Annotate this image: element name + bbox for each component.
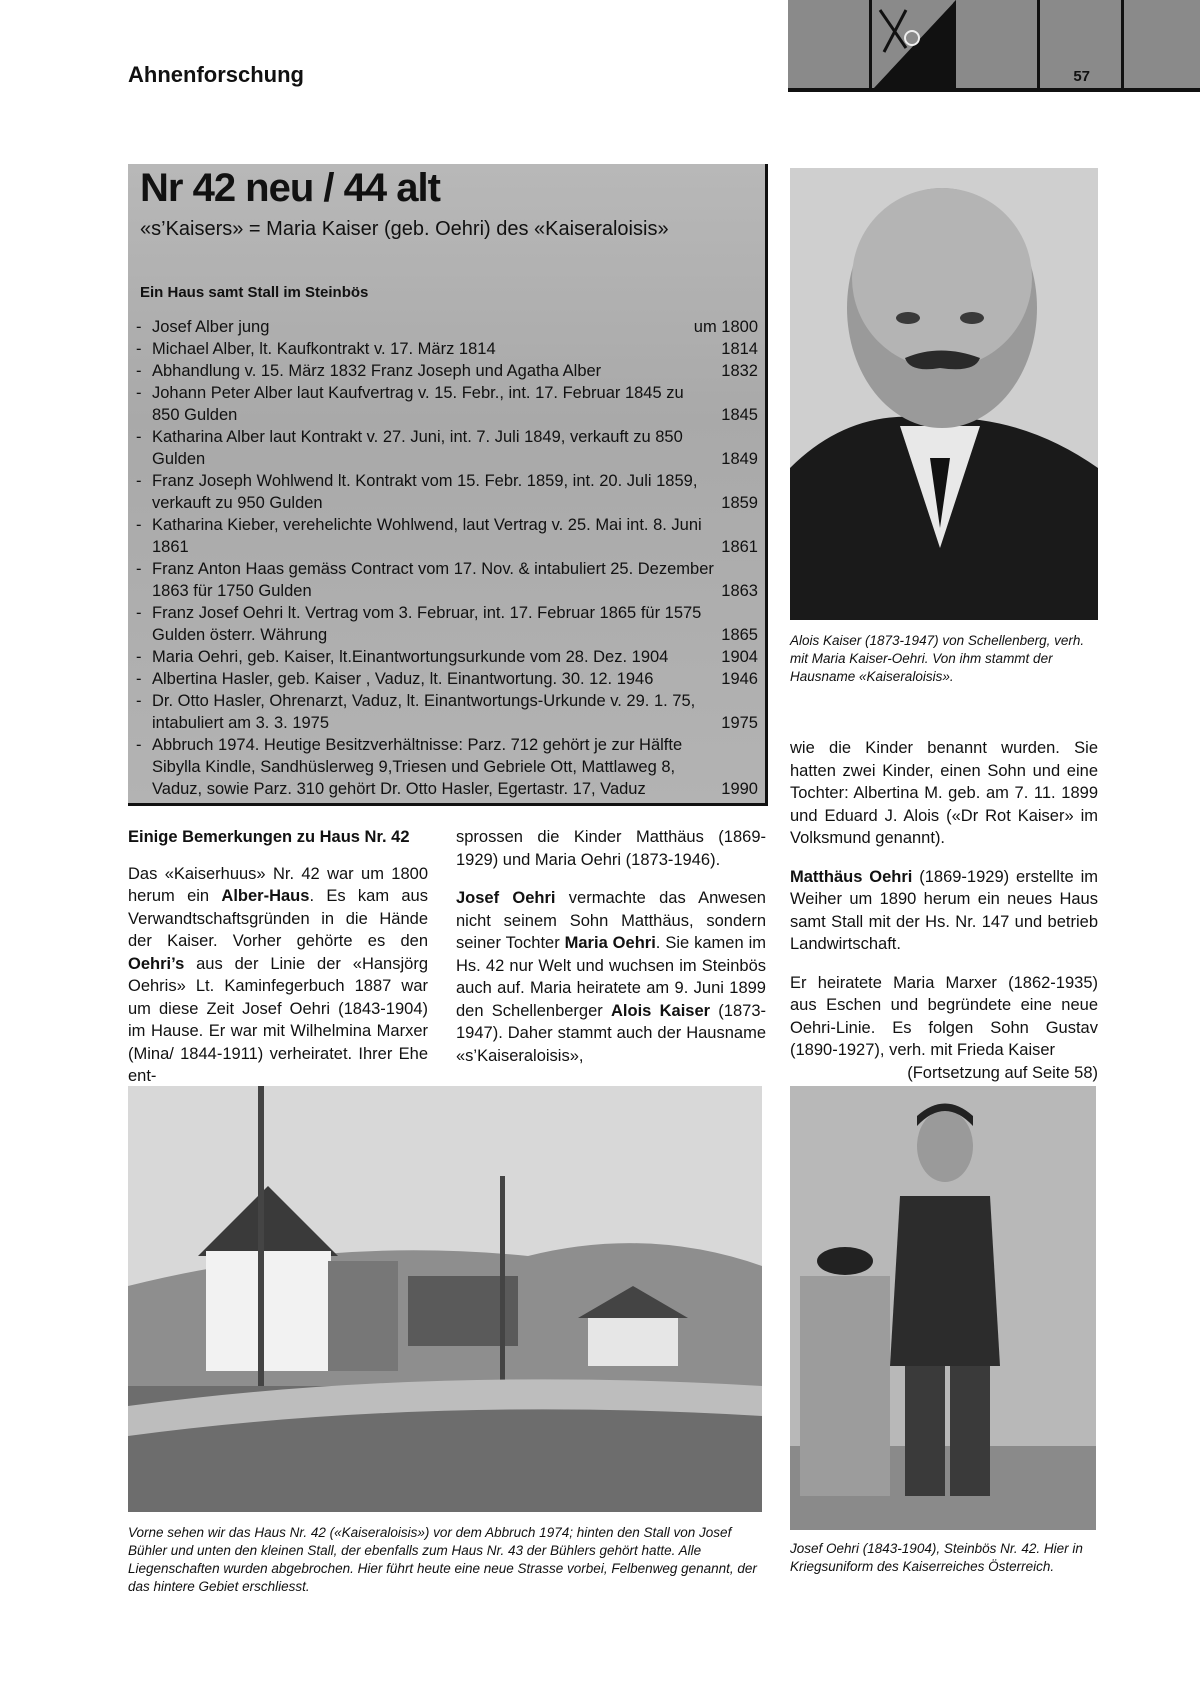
house-photo — [128, 1086, 762, 1512]
paragraph — [128, 863, 428, 1088]
entry-year: 1832 — [721, 362, 758, 380]
entry-text: Franz Joseph Wohlwend lt. Kontrakt vom 15. Febr. 1859, int. 20. Juli 1859, verkauft zu 950 Gulden — [152, 472, 698, 512]
entry-text: Abhandlung v. 15. März 1832 Franz Joseph und Agatha Alber — [152, 362, 602, 380]
entry-year: um 1800 — [693, 318, 758, 336]
box-heading: Ein Haus samt Stall im Steinbös — [140, 284, 369, 301]
text-run-bold: Matthäus Oehri — [790, 867, 913, 886]
entry-text: Albertina Hasler, geb. Kaiser , Vaduz, lt. Einantwortung. 30. 12. 1946 — [152, 670, 654, 688]
entry-text: Maria Oehri, geb. Kaiser, lt.Einantwortungsurkunde vom 28. Dez. 1904 — [152, 648, 669, 666]
list-item: - Michael Alber, lt. Kaufkontrakt v. 17. März 1814 1814 — [136, 340, 758, 358]
text-run: . Sie kamen im Hs. 42 nur Welt und wuchsen im Steinbös auch auf. Maria heiratete am 9. Juni 1899 den Schellenberger — [456, 934, 766, 1020]
entry-text: Dr. Otto Hasler, Ohrenarzt, Vaduz, lt. Einantwortungs-Urkunde v. 29. 1. 75, intabuliert am 3. 3. 1975 — [152, 692, 696, 732]
list-item: - Abhandlung v. 15. März 1832 Franz Joseph und Agatha Alber 1832 — [136, 362, 758, 380]
entry-year: 1946 — [721, 670, 758, 688]
article-column-1 — [128, 826, 428, 1104]
list-item: - Johann Peter Alber laut Kaufvertrag v. 15. Febr., int. 17. Februar 1845 zu 850 Gulden 1845 — [136, 384, 758, 424]
paragraph: Er heiratete Maria Marxer (1862-1935) aus Eschen und begründete eine neue Oehri-Linie. Es folgen Sohn Gustav (1890-1927), verh. mit Frieda Kaiser — [790, 973, 1098, 1059]
paragraph: wie die Kinder benannt wurden. Sie hatten zwei Kinder, einen Sohn und eine Tochter: Albertina M. geb. am 7. 11. 1899 und Eduard J. Alois («Dr Rot Kaiser» im Volksmund genannt). — [790, 739, 1098, 847]
portrait-josef-oehri — [790, 1086, 1096, 1530]
entry-text: Michael Alber, lt. Kaufkontrakt v. 17. März 1814 — [152, 340, 496, 358]
caption-alois-kaiser: Alois Kaiser (1873-1947) von Schellenberg, verh. mit Maria Kaiser-Oehri. Von ihm stammt der Hausname «Kaiseraloisis». — [790, 633, 1085, 684]
article-column-2 — [456, 826, 766, 1083]
list-item: - Dr. Otto Hasler, Ohrenarzt, Vaduz, lt. Einantwortungs-Urkunde v. 29. 1. 75, intabuliert am 3. 3. 1975 1975 — [136, 692, 758, 732]
header-cell — [956, 0, 1040, 90]
list-item: - Abbruch 1974. Heutige Besitzverhältnisse: Parz. 712 gehört je zur Hälfte Sibylla Kindle, Sandhüslerweg 9,Triesen und Gebriele Ott, Mattlaweg 8, Vaduz, sowie Parz. 310 gehört Dr. Otto Hasler, Egertastr. 17, Vaduz 1990 — [136, 736, 758, 798]
entry-year: 1975 — [721, 714, 758, 732]
house-title: Nr 42 neu / 44 alt — [140, 166, 440, 210]
list-item: - Katharina Kieber, verehelichte Wohlwend, laut Vertrag v. 25. Mai int. 8. Juni 1861 1861 — [136, 516, 758, 556]
entry-year: 1845 — [721, 406, 758, 424]
crest-icon — [872, 0, 956, 90]
list-item: - Josef Alber jung um 1800 — [136, 318, 758, 336]
text-run: (1873-1947). Daher stammt auch der Hausname «s’Kaiseraloisis», — [456, 1001, 767, 1065]
section-title: Ahnenforschung — [128, 62, 304, 87]
entry-text: Abbruch 1974. Heutige Besitzverhältnisse: Parz. 712 gehört je zur Hälfte Sibylla Kindle, Sandhüslerweg 9,Triesen und Gebriele Ott, Mattlaweg 8, Vaduz, sowie Parz. 310 gehört Dr. Otto Hasler, Egertastr. 17, Vaduz — [152, 736, 683, 798]
text-run: Das «Kaiserhuus» Nr. 42 war um 1800 herum ein — [128, 864, 428, 905]
entry-year: 1904 — [721, 648, 758, 666]
text-run-bold: Josef Oehri — [456, 889, 556, 907]
entry-year: 1861 — [721, 538, 758, 556]
continued-note: (Fortsetzung auf Seite 58) — [907, 1063, 1098, 1082]
text-run-bold: Maria Oehri — [564, 934, 656, 952]
paragraph — [456, 887, 766, 1067]
text-run-bold: Oehri’s — [128, 954, 185, 973]
list-item: - Franz Joseph Wohlwend lt. Kontrakt vom 15. Febr. 1859, int. 20. Juli 1859, verkauft zu 950 Gulden 1859 — [136, 472, 758, 512]
entry-year: 1863 — [721, 582, 758, 600]
article-column-3 — [790, 737, 1098, 1084]
text-run-bold: Alber-Haus — [221, 887, 310, 905]
paragraph: sprossen die Kinder Matthäus (1869-1929) und Maria Oehri (1873-1946). — [456, 828, 766, 869]
entry-text: Franz Anton Haas gemäss Contract vom 17. Nov. & intabuliert 25. Dezember 1863 für 1750 Gulden — [152, 560, 714, 600]
list-item: - Katharina Alber laut Kontrakt v. 27. Juni, int. 7. Juli 1849, verkauft zu 850 Gulden 1849 — [136, 428, 758, 468]
house-subtitle: «s’Kaisers» = Maria Kaiser (geb. Oehri) des «Kaiseraloisis» — [140, 218, 669, 240]
entry-year: 1814 — [721, 340, 758, 358]
entry-year: 1859 — [721, 494, 758, 512]
entry-text: Katharina Alber laut Kontrakt v. 27. Juni, int. 7. Juli 1849, verkauft zu 850 Gulden — [152, 428, 683, 468]
entry-text: Johann Peter Alber laut Kaufvertrag v. 15. Febr., int. 17. Februar 1845 zu 850 Gulden — [152, 384, 684, 424]
text-run-bold: Alois Kaiser — [611, 1001, 711, 1020]
list-item: - Maria Oehri, geb. Kaiser, lt.Einantwortungsurkunde vom 28. Dez. 1904 1904 — [136, 648, 758, 666]
header-cell — [1124, 0, 1200, 90]
paragraph — [790, 866, 1098, 956]
header-rule — [788, 88, 1200, 92]
entry-year: 1865 — [721, 626, 758, 644]
entry-year: 1849 — [721, 450, 758, 468]
header-cell — [788, 0, 872, 90]
list-item: - Franz Josef Oehri lt. Vertrag vom 3. Februar, int. 17. Februar 1865 für 1575 Gulden österr. Währung 1865 — [136, 604, 758, 644]
article-heading: Einige Bemerkungen zu Haus Nr. 42 — [128, 828, 410, 846]
text-run: aus der Linie der «Hansjörg Oehris» Lt. Kaminfegerbuch 1887 war um diese Zeit Josef Oehri (1843-1904) im Hause. Er war mit Wilhelmina Marxer (Mina/ 1844-1911) verheiratet. Ihrer Ehe ent- — [128, 954, 428, 1085]
portrait-alois-kaiser — [790, 168, 1098, 620]
ownership-list — [136, 316, 758, 800]
header-grid — [788, 0, 1200, 92]
text-run: vermachte das Anwesen nicht seinem Sohn Matthäus, sondern seiner Tochter — [456, 889, 766, 952]
entry-text: Franz Josef Oehri lt. Vertrag vom 3. Februar, int. 17. Februar 1865 für 1575 Gulden österr. Währung — [152, 604, 702, 644]
list-item: - Albertina Hasler, geb. Kaiser , Vaduz, lt. Einantwortung. 30. 12. 1946 1946 — [136, 670, 758, 688]
text-run: (1869-1929) erstellte im Weiher um 1890 herum ein neues Haus samt Stall mit der Hs. Nr. 147 und betrieb Landwirtschaft. — [790, 867, 1098, 953]
caption-josef-oehri: Josef Oehri (1843-1904), Steinbös Nr. 42. Hier in Kriegsuniform des Kaiserreiches Österreich. — [790, 1541, 1083, 1574]
list-item: - Franz Anton Haas gemäss Contract vom 17. Nov. & intabuliert 25. Dezember 1863 für 1750 Gulden 1863 — [136, 560, 758, 600]
entry-text: Katharina Kieber, verehelichte Wohlwend, laut Vertrag v. 25. Mai int. 8. Juni 1861 — [152, 516, 702, 556]
portrait-figure — [790, 168, 1098, 620]
entry-year: 1990 — [721, 780, 758, 798]
caption-house: Vorne sehen wir das Haus Nr. 42 («Kaiseraloisis») vor dem Abbruch 1974; hinten den Stall von Josef Bühler und unten den kleinen Stall, der ebenfalls zum Haus Nr. 43 der Bühlers gehört hatte. Alle Liegenschaften wurden abgebrochen. Hier führt heute eine neue Strasse vorbei, Felbenweg genannt, der das hintere Gebiet erschliesst. — [128, 1525, 757, 1594]
header-cell-emblem — [872, 0, 956, 90]
page-number: 57 — [1073, 68, 1090, 85]
soldier-figure — [790, 1086, 1096, 1530]
entry-text: Josef Alber jung — [152, 318, 270, 336]
house-scene — [128, 1086, 762, 1512]
text-run: . Es kam aus Verwandtschaftsgründen in die Hände der Kaiser. Vorher gehörte es den — [128, 887, 428, 950]
